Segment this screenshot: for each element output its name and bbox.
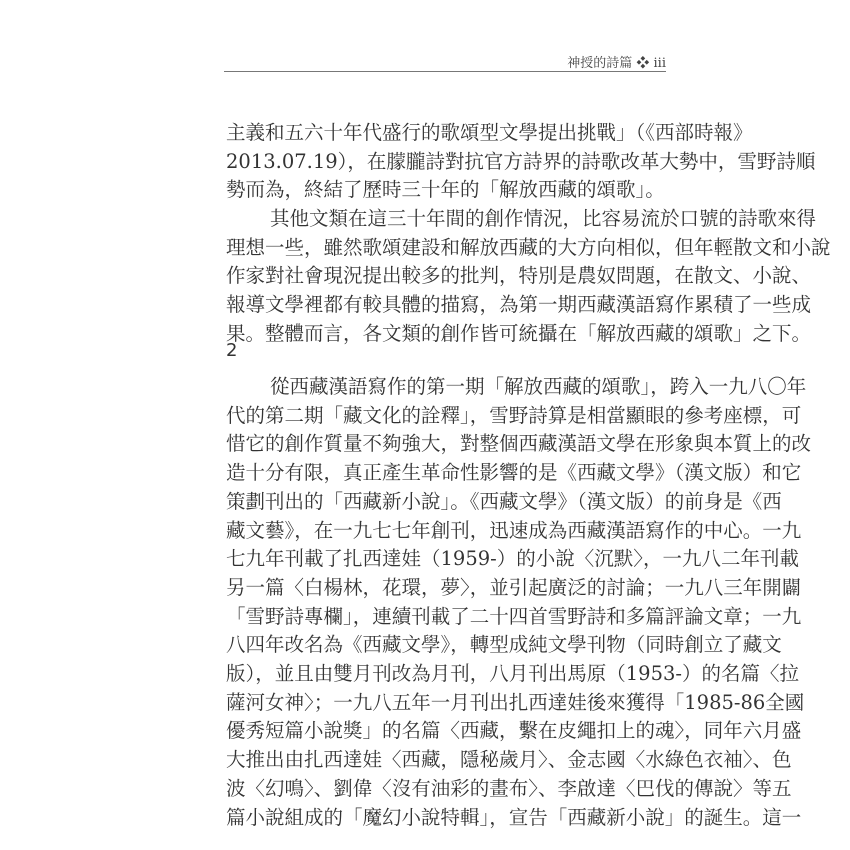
paragraph2-line: 果。整體而言，各文類的創作皆可統攝在「解放西藏的頌歌」之下。 [226,321,812,345]
ornament-icon: ❖ [636,56,650,71]
paragraph3-line: 優秀短篇小說獎」的名篇〈西藏，繫在皮繩扣上的魂〉，同年六月盛 [226,719,802,743]
page-number: iii [653,56,666,71]
paragraph3-line: 薩河女神〉；一九八五年一月刊出扎西達娃後來獲得「1985-86全國 [226,690,805,714]
paragraph3-line: 策劃刊出的「西藏新小說」。《西藏文學》（漢文版）的前身是《西 [226,489,782,513]
paragraph2-line: 其他文類在這三十年間的創作情況，比容易流於口號的詩歌來得 [270,207,817,230]
paragraph1-line: 2013.07.19），在朦朧詩對抗官方詩界的詩歌改革大勢中，雪野詩順 [226,149,816,173]
paragraph3-line: 代的第二期「藏文化的詮釋」，雪野詩算是相當顯眼的參考座標，可 [226,403,802,427]
paragraph1-line: 勢而為，終結了歷時三十年的「解放西藏的頌歌」。 [226,178,665,202]
paragraph3-line: 造十分有限，真正產生革命性影響的是《西藏文學》（漢文版）和它 [226,461,802,485]
running-header [226,52,666,71]
paragraph3-line: 波〈幻鳴〉、劉偉〈沒有油彩的畫布〉、李啟達〈巴伐的傳說〉等五 [226,776,792,800]
paragraph3-line: 「雪野詩專欄」，連續刊載了二十四首雪野詩和多篇評論文章；一九 [226,604,802,628]
paragraph3-line: 惜它的創作質量不夠強大，對整個西藏漢語文學在形象與本質上的改 [226,432,812,456]
paragraph3-line: 另一篇〈白楊林，花環，夢〉，並引起廣泛的討論；一九八三年開闢 [226,575,802,599]
paragraph3-line: 藏文藝》，在一九七七年創刊，迅速成為西藏漢語寫作的中心。一九 [226,518,802,542]
running-title: 神授的詩篇 [567,56,633,71]
paragraph3-line: 從西藏漢語寫作的第一期「解放西藏的頌歌」，跨入一九八〇年 [270,375,807,398]
paragraph3-line: 篇小說組成的「魔幻小說特輯」，宣告「西藏新小說」的誕生。這一 [226,805,802,829]
paragraph3-line: 八四年改名為《西藏文學》，轉型成純文學刊物（同時創立了藏文 [226,633,782,657]
paragraph2-line: 報導文學裡都有較具體的描寫，為第一期西藏漢語寫作累積了一些成 [226,293,812,317]
header-rule [224,71,666,72]
paragraph2-line: 理想一些，雖然歌頌建設和解放西藏的大方向相似，但年輕散文和小說 [226,235,831,259]
paragraph3-line: 七九年刊載了扎西達娃（1959-）的小說〈沉默〉，一九八二年刊載 [226,547,799,571]
paragraph3-line: 大推出由扎西達娃〈西藏，隱秘歲月〉、金志國〈水綠色衣袖〉、色 [226,748,792,772]
paragraph1-line: 主義和五六十年代盛行的歌頌型文學提出挑戰」（《西部時報》 [226,121,753,144]
section-number: 2 [226,340,238,361]
paragraph3-line: 版），並且由雙月刊改為月刊，八月刊出馬原（1953-）的名篇〈拉 [226,662,799,685]
paragraph2-line: 作家對社會現況提出較多的批判，特別是農奴問題，在散文、小說、 [226,264,812,288]
